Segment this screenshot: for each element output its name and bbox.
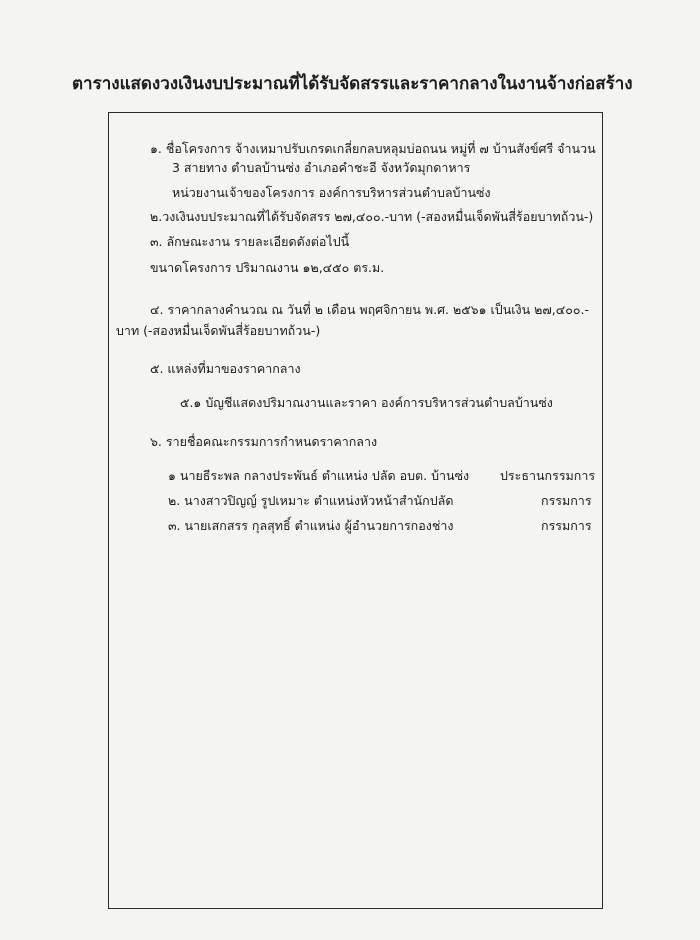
committee-member-role: กรรมการ [541, 493, 592, 508]
median-price-line: ๔. ราคากลางคำนวณ ณ วันที่ ๒ เดือน พฤศจิกายน พ.ศ. ๒๕๖๑ เป็นเงิน ๒๗,๔๐๐.- [150, 302, 589, 317]
committee-member-name: ๒. นางสาวปิญญ์ รูปเหมาะ ตำแหน่งหัวหน้าสำนักปลัด [168, 493, 454, 508]
price-source-heading: ๕. แหล่งที่มาของราคากลาง [150, 361, 301, 376]
committee-member-name: ๑ นายธีระพล กลางประพันธ์ ตำแหน่ง ปลัด อบต. บ้านซ่ง [168, 468, 470, 483]
project-size-line: ขนาดโครงการ ปริมาณงาน ๑๒,๔๕๐ ตร.ม. [150, 260, 385, 275]
project-location-line: 3 สายทาง ตำบลบ้านซ่ง อำเภอคำชะอี จังหวัดมุกดาหาร [172, 160, 471, 175]
document-title: ตารางแสดงวงเงินงบประมาณที่ได้รับจัดสรรและราคากลางในงานจ้างก่อสร้าง [72, 74, 633, 94]
committee-heading: ๖. รายชื่อคณะกรรมการกำหนดราคากลาง [150, 434, 378, 449]
committee-member-role: กรรมการ [541, 518, 592, 533]
budget-line: ๒.วงเงินงบประมาณที่ได้รับจัดสรร ๒๗,๔๐๐.-บาท (-สองหมื่นเจ็ดพันสี่ร้อยบาทถ้วน-) [150, 209, 594, 224]
price-source-item: ๕.๑ บัญชีแสดงปริมาณงานและราคา องค์การบริหารส่วนตำบลบ้านซ่ง [180, 395, 553, 410]
median-price-amount-text: บาท (-สองหมื่นเจ็ดพันสี่ร้อยบาทถ้วน-) [116, 323, 321, 338]
work-type-line: ๓. ลักษณะงาน รายละเอียดดังต่อไปนี้ [150, 234, 350, 249]
committee-member-name: ๓. นายเสกสรร กุลสุทธิ์ ตำแหน่ง ผู้อำนวยการกองช่าง [168, 518, 454, 533]
committee-member-role: ประธานกรรมการ [500, 468, 596, 483]
project-name-line: ๑. ชื่อโครงการ จ้างเหมาปรับเกรดเกลี่ยกลบหลุมบ่อถนน หมู่ที่ ๗ บ้านสังข์ศรี จำนวน [150, 141, 596, 156]
project-owner-line: หน่วยงานเจ้าของโครงการ องค์การบริหารส่วนตำบลบ้านซ่ง [172, 185, 491, 200]
